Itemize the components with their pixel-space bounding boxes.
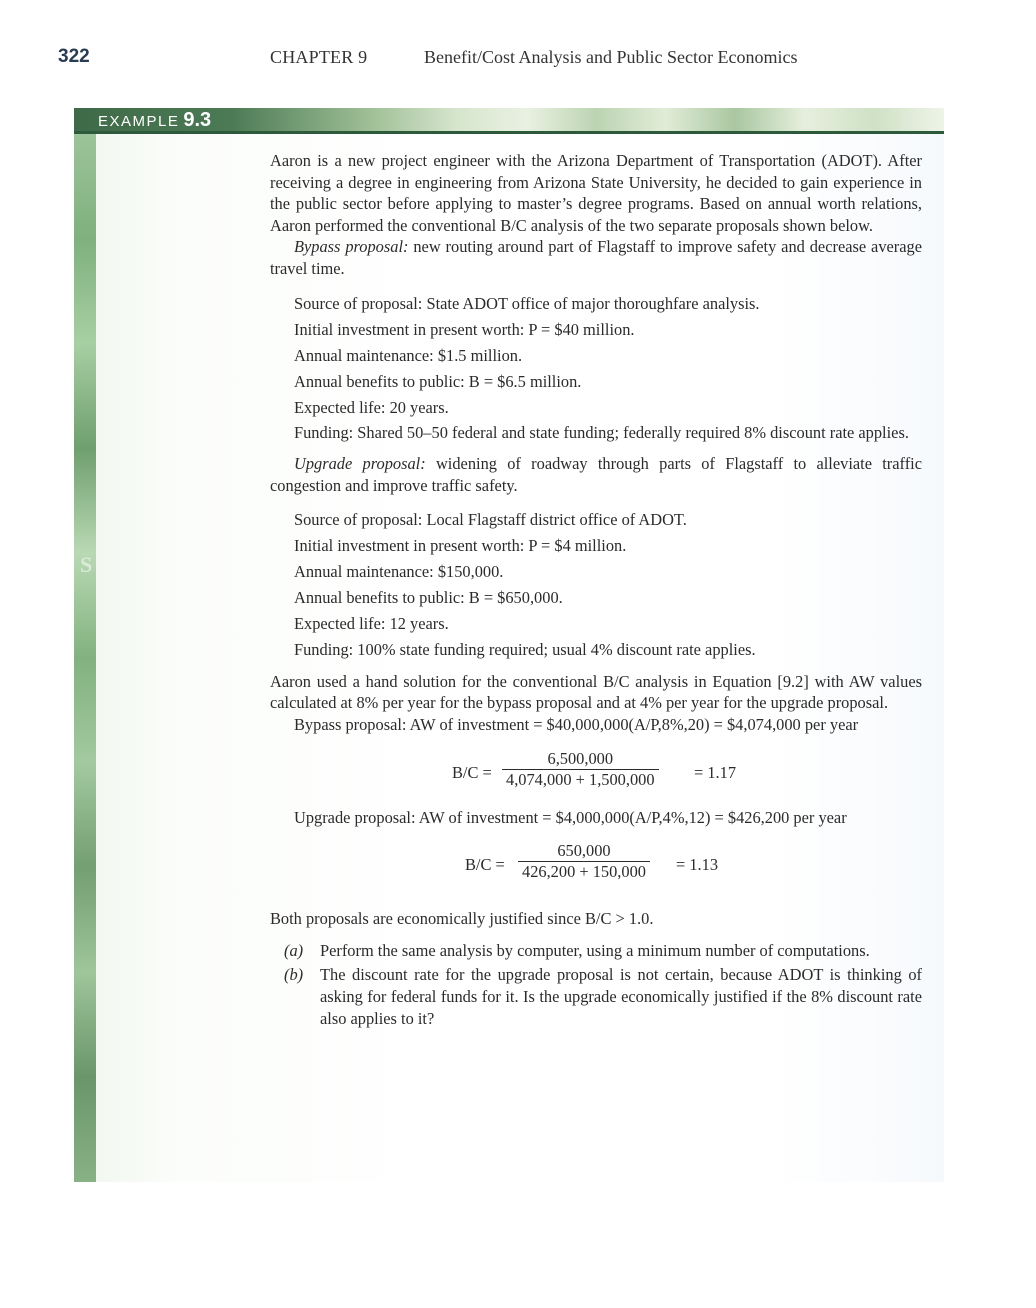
bypass-details <box>270 293 922 445</box>
example-number: 9.3 <box>183 109 212 131</box>
bypass-bc-result: = 1.17 <box>694 762 737 782</box>
example-banner <box>74 108 944 134</box>
bypass-maintenance: Annual maintenance: $1.5 million. <box>294 345 523 365</box>
example-label: EXAMPLE 9.3 <box>98 109 212 131</box>
bypass-source: Source of proposal: State ADOT office of major thoroughfare analysis. <box>294 293 760 313</box>
upgrade-maintenance: Annual maintenance: $150,000. <box>294 562 504 582</box>
question-b <box>270 964 922 1029</box>
bypass-bc-equation <box>270 749 922 801</box>
upgrade-bc-fraction <box>518 841 650 882</box>
upgrade-aw: Upgrade proposal: AW of investment = $4,000,000(A/P,4%,12) = $426,200 per year <box>294 807 847 827</box>
bypass-bc-numerator: 6,500,000 <box>502 749 659 770</box>
question-b-label: (b) <box>284 965 304 985</box>
question-list <box>270 940 922 1029</box>
upgrade-bc-result: = 1.13 <box>676 855 719 875</box>
conclusion: Both proposals are economically justified since B/C > 1.0. <box>270 909 654 929</box>
bypass-aw: Bypass proposal: AW of investment = $40,000,000(A/P,8%,20) = $4,074,000 per year <box>294 714 859 734</box>
bypass-bc-fraction <box>502 749 659 790</box>
bypass-bc-label: B/C = <box>452 762 492 782</box>
bypass-title: Bypass proposal: <box>294 237 409 257</box>
upgrade-bc-label: B/C = <box>465 855 505 875</box>
analysis-intro: Aaron used a hand solution for the conventional B/C analysis in Equation [9.2] with AW values calculated at 8% per year for the bypass proposal and at 4% per year for the upgrade proposal. <box>270 671 922 713</box>
page-header <box>0 44 1036 76</box>
bypass-funding: Funding: Shared 50–50 federal and state funding; federally required 8% discount rate applies. <box>294 423 909 443</box>
bypass-benefits: Annual benefits to public: B = $6.5 million. <box>294 371 582 391</box>
upgrade-details <box>270 509 922 661</box>
upgrade-investment: Initial investment in present worth: P = $4 million. <box>294 536 627 556</box>
page-number: 322 <box>58 46 90 67</box>
upgrade-source: Source of proposal: Local Flagstaff district office of ADOT. <box>294 510 687 530</box>
upgrade-bc-equation <box>270 841 922 893</box>
example-content <box>270 150 922 1032</box>
upgrade-description: Upgrade proposal: widening of roadway through parts of Flagstaff to alleviate traffic congestion and improve traffic safety. <box>270 454 922 495</box>
running-title: Benefit/Cost Analysis and Public Sector Economics <box>424 47 798 67</box>
chapter-label: CHAPTER 9 <box>270 47 368 67</box>
upgrade-benefits: Annual benefits to public: B = $650,000. <box>294 588 563 608</box>
upgrade-bc-numerator: 650,000 <box>518 841 650 862</box>
upgrade-bc-denominator: 426,200 + 150,000 <box>522 862 646 882</box>
bypass-bc-denominator: 4,074,000 + 1,500,000 <box>506 769 655 789</box>
intro-paragraph: Aaron is a new project engineer with the Arizona Department of Transportation (ADOT). After receiving a degree in engineering from Arizona State University, he decided to gain experience in the public sector before applying to master’s degree programs. Based on annual worth relations, Aaron performed the conventional B/C analysis of the two separate proposals shown below. <box>270 151 922 235</box>
upgrade-life: Expected life: 12 years. <box>294 614 449 634</box>
bypass-description: Bypass proposal: new routing around part of Flagstaff to improve safety and decrease average travel time. <box>270 237 922 278</box>
bypass-life: Expected life: 20 years. <box>294 397 449 417</box>
question-a-text: Perform the same analysis by computer, using a minimum number of computations. <box>320 940 870 960</box>
side-strip-letter: S <box>80 552 93 577</box>
question-a-label: (a) <box>284 940 304 960</box>
question-a <box>270 940 922 962</box>
upgrade-funding: Funding: 100% state funding required; usual 4% discount rate applies. <box>294 640 756 660</box>
question-b-text: The discount rate for the upgrade proposal is not certain, because ADOT is thinking of asking for federal funds for it. Is the upgrade economically justified if the 8% discount rate also applies to it? <box>320 965 922 1028</box>
upgrade-title: Upgrade proposal: <box>294 454 426 474</box>
bypass-investment: Initial investment in present worth: P = $40 million. <box>294 319 635 339</box>
decorative-side-strip <box>74 134 96 1182</box>
